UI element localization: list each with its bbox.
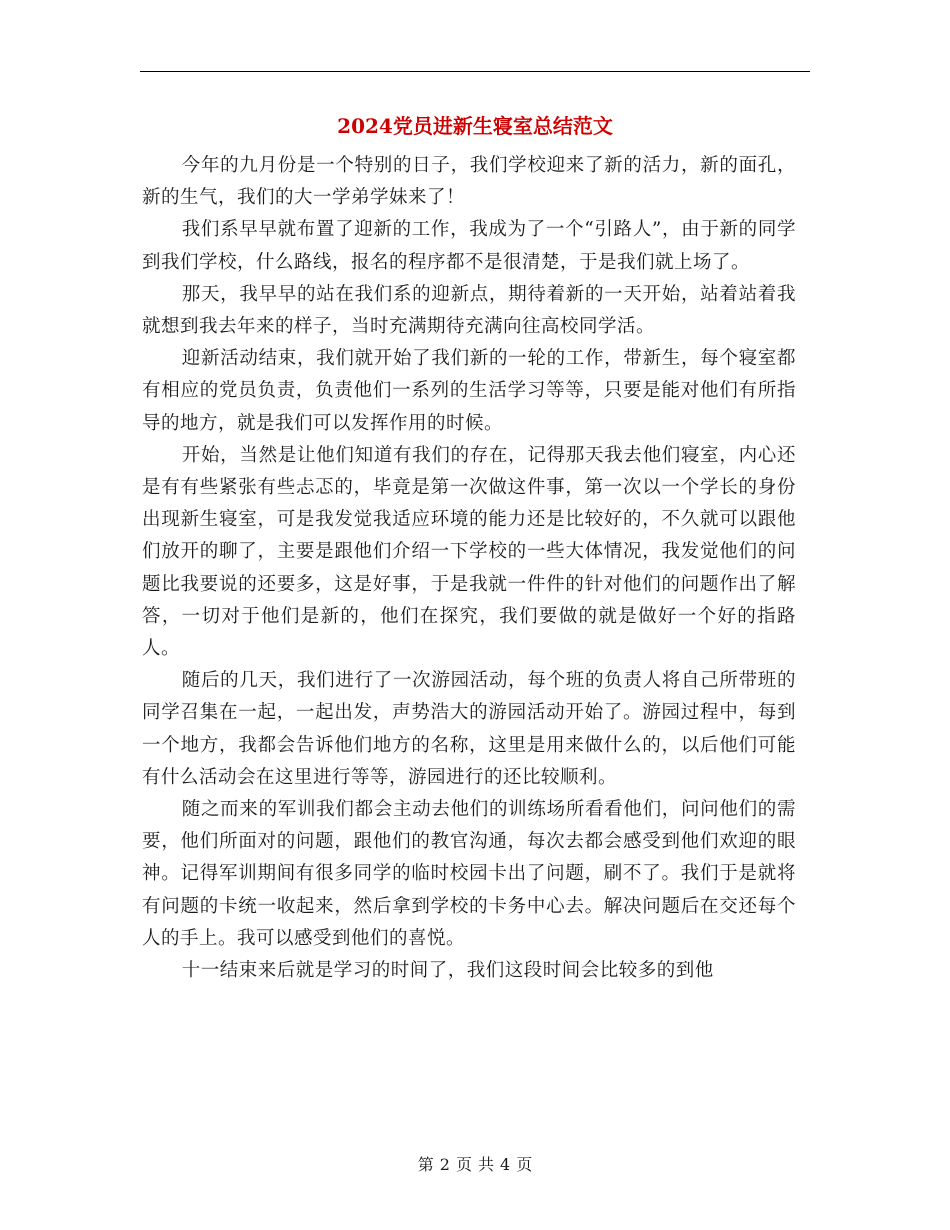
- paragraph: 我们系早早就布置了迎新的工作，我成为了一个“引路人”，由于新的同学到我们学校，什么路线，报名的程序都不是很清楚，于是我们就上场了。: [142, 219, 796, 273]
- paragraph: 那天，我早早的站在我们系的迎新点，期待着新的一天开始，站着站着我就想到我去年来的样子，当时充满期待充满向往高校同学活。: [142, 283, 796, 338]
- current-page-number: 2: [439, 1155, 450, 1174]
- page-number-footer: [0, 1153, 950, 1177]
- paragraph: 今年的九月份是一个特别的日子，我们学校迎来了新的活力，新的面孔，新的生气，我们的大一学弟学妹来了！: [142, 155, 796, 209]
- paragraph: 随之而来的军训我们都会主动去他们的训练场所看看他们，问问他们的需要，他们所面对的问题，跟他们的教官沟通，每次去都会感受到他们欢迎的眼神。记得军训期间有很多同学的临时校园卡出了问题，刷不了。我们于是就将有问题的卡统一收起来，然后拿到学校的卡务中心去。解决问题后在交还每个人的手上。我可以感受到他们的喜悦。: [142, 799, 796, 949]
- paragraph: 随后的几天，我们进行了一次游园活动，每个班的负责人将自己所带班的同学召集在一起，一起出发，声势浩大的游园活动开始了。游园过程中，每到一个地方，我都会告诉他们地方的名称，这里是用来做什么的，以后他们可能有什么活动会在这里进行等等，游园进行的还比较顺利。: [142, 670, 796, 788]
- footer-total-word: 共: [478, 1155, 495, 1174]
- document-body: [142, 150, 796, 987]
- footer-prefix: 第: [417, 1155, 434, 1174]
- header-rule: [140, 71, 810, 72]
- document-title: 2024党员进新生寝室总结范文: [337, 114, 613, 138]
- footer-page-word: 页: [455, 1155, 472, 1174]
- paragraph: 十一结束来后就是学习的时间了，我们这段时间会比较多的到他: [181, 960, 714, 982]
- paragraph: 开始，当然是让他们知道有我们的存在，记得那天我去他们寝室，内心还是有有些紧张有些忐忑的，毕竟是第一次做这件事，第一次以一个学长的身份出现新生寝室，可是我发觉我适应环境的能力还是比较好的，不久就可以跟他们放开的聊了，主要是跟他们介绍一下学校的一些大体情况，我发觉他们的问题比我要说的还要多，这是好事，于是我就一件件的针对他们的问题作出了解答，一切对于他们是新的，他们在探究，我们要做的就是做好一个好的指路人。: [142, 444, 796, 660]
- paragraph: 迎新活动结束，我们就开始了我们新的一轮的工作，带新生，每个寝室都有相应的党员负责，负责他们一系列的生活学习等等，只要是能对他们有所指导的地方，就是我们可以发挥作用的时候。: [142, 348, 796, 434]
- footer-suffix: 页: [516, 1155, 533, 1174]
- total-pages-number: 4: [500, 1155, 511, 1174]
